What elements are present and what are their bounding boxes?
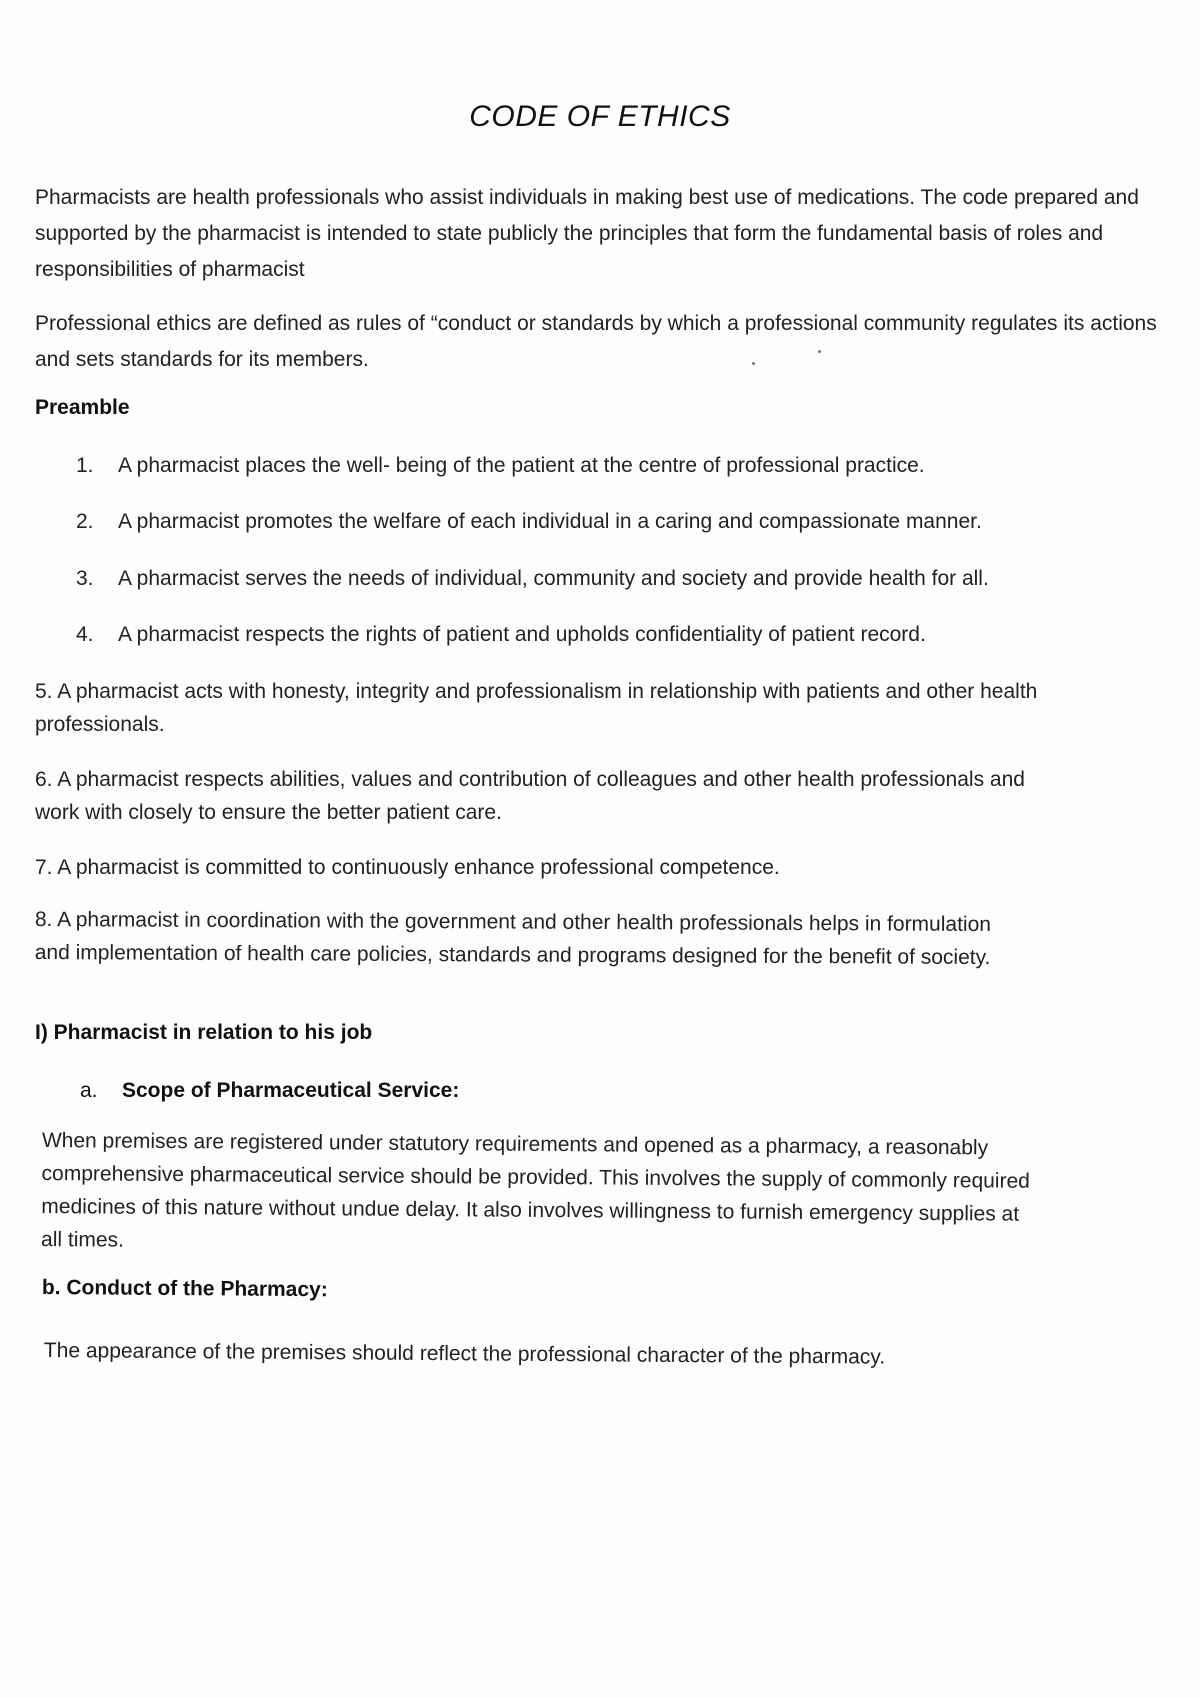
conduct-paragraph: The appearance of the premises should reflect the professional character of the pharmacy.	[43, 1338, 886, 1369]
list-item-text: A pharmacist places the well- being of the patient at the centre of professional practice.	[118, 454, 925, 477]
list-item-number: 2.	[76, 510, 94, 533]
principle-5: 5. A pharmacist acts with honesty, integrity and professionalism in relationship with patients and other health professionals.	[35, 680, 1038, 736]
list-item	[76, 620, 1156, 650]
page-title: CODE OF ETHICS	[469, 100, 731, 133]
list-item-text: A pharmacist promotes the welfare of each individual in a caring and compassionate manner.	[118, 510, 982, 533]
list-item-number: 3.	[76, 567, 94, 590]
sub-heading-b: b. Conduct of the Pharmacy:	[41, 1276, 328, 1302]
list-item	[76, 451, 1156, 481]
list-item-number: 4.	[76, 623, 94, 646]
principle-6: 6. A pharmacist respects abilities, values and contribution of colleagues and other health professionals and work with closely to ensure the better patient care.	[35, 768, 1025, 824]
intro-paragraph-2: Professional ethics are defined as rules of “conduct or standards by which a professional community regulates its actions and sets standards for its members.	[35, 312, 1157, 371]
sub-heading-a	[80, 1079, 459, 1103]
list-item-text: A pharmacist serves the needs of individual, community and society and provide health for all.	[118, 567, 989, 590]
sub-heading-a-text: Scope of Pharmaceutical Service:	[122, 1079, 460, 1102]
preamble-heading: Preamble	[35, 396, 130, 419]
sub-heading-a-letter: a.	[80, 1079, 98, 1102]
principle-8: 8. A pharmacist in coordination with the government and other health professionals helps in formulation and implementation of health care policies, standards and programs designed for the benefit of society.	[34, 907, 992, 970]
list-item	[76, 507, 1156, 537]
list-item-text: A pharmacist respects the rights of patient and upholds confidentiality of patient record.	[118, 623, 926, 646]
scan-speck	[752, 362, 755, 365]
section-1-heading: I) Pharmacist in relation to his job	[35, 1021, 373, 1044]
scan-speck	[818, 350, 821, 353]
list-item	[76, 564, 1156, 594]
principle-7: 7. A pharmacist is committed to continuously enhance professional competence.	[35, 856, 780, 879]
intro-paragraph-1: Pharmacists are health professionals who assist individuals in making best use of medications. The code prepared and supported by the pharmacist is intended to state publicly the principles that form the fundamental basis of roles and responsibilities of pharmacist	[35, 186, 1139, 281]
list-item-number: 1.	[76, 454, 94, 477]
scope-paragraph: When premises are registered under statutory requirements and opened as a pharmacy, a reasonably comprehensive pharmaceutical service should be provided. This involves the supply of commonly required medicines of this nature without undue delay. It also involves willingness to furnish emergency supplies at all times.	[41, 1128, 1030, 1252]
